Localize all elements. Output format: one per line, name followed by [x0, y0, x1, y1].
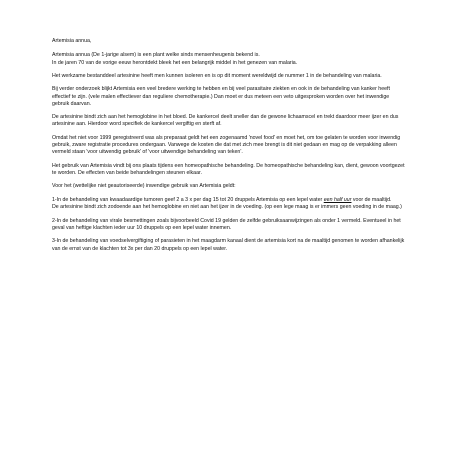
document-title: Artemisia annua, — [52, 38, 92, 44]
paragraph-homeopathy: Het gebruik van Artemisia vindt bij ons plaats tijdens een homeopathische behandeling. De homeopathische behandeling kan, dient, gewoon voortgezet te worden. De effecten van beide behandelingen steunen elkaar. — [52, 162, 405, 176]
paragraph-intro: Artemisia annua (De 1-jarige alsem) is een plant welke sinds mensenheugenis bekend is. In de jaren 70 van de vorige eeuw herontdekt bleek het een belangrijk middel in het genezen van malaria. — [52, 52, 298, 66]
usage-item-2: 2-In de behandeling van virale besmettingen zoals bijvoorbeeld Covid 19 gelden de zelfde gebruiksaanwijzingen als onder 1 vermeld. Eventueel in het geval van heftige klachten ieder uur 10 druppels op een lepel water innemen. — [52, 217, 401, 231]
paragraph-research: Bij verder onderzoek blijkt Artemisia een veel bredere werking te hebben en bij veel parasitaire ziekten en ook in de behandeling van kanker heeft effectief te zijn. (vele malen effectiever dan reguliere chemotherapie.) Dan moet er dus meteen een veto uitgesproken worden over het inwendige gebruik daarvan. — [52, 86, 390, 107]
paragraph-novel-food: Omdat het niet voor 1999 geregistreerd was als preparaat geldt het een zogenaamd 'novel food' en moet het, om toe gelaten te worden voor inwendig gebruik, zware registratie procedures ondergaan. Vanwege de kosten die dat met zich mee brengt is dit niet gedaan en mag op de verpakking alleen vermeld staan 'voor uitwendig gebruik' of 'voor uitwendige behandeling van teken'. — [52, 134, 401, 156]
usage-item-3: 3-In de behandeling van voedselvergiftiging of parasieten in het maagdarm kanaal dient de artemisia kort na de maaltijd genomen te worden afhankelijk van de ernst van de klachten tot 3x per dan 20 druppels op een lepel water. — [52, 238, 405, 252]
paragraph-artesinine: Het werkzame bestanddeel artesinine heeft men kunnen isoleren en is op dit moment wereldwijd de nummer 1 in de behandeling van malaria. — [52, 72, 382, 79]
paragraph-mechanism: De artesinine bindt zich aan het hemoglobine in het bloed. De kankercel deelt sneller dan de gewone lichaamscel en trekt daardoor meer ijzer en dus artesinine aan. Hierdoor word specifiek de kankercel vergiftig en sterft af. — [52, 114, 399, 128]
usage-item-1-before: 1-In de behandeling van kwaadaardige tumoren geef 2 a 3 x per dag 15 tot 20 druppels Artemisia op een lepel water — [52, 197, 324, 204]
usage-item-1-after: voor de maaltijd. De artesinine bindt zich zodoende aan het hemoglobine en niet aan het ijzer in de voeding. (op een lege maag is er immers geen voeding in de maag.) — [52, 197, 402, 211]
usage-item-1 — [52, 197, 405, 211]
paragraph-usage-intro: Voor het (wettelijke niet geautoriseerde) inwendige gebruik van Artemisia geldt: — [52, 183, 236, 190]
usage-item-1-underlined: een half uur — [323, 197, 352, 204]
document-body — [52, 38, 405, 253]
